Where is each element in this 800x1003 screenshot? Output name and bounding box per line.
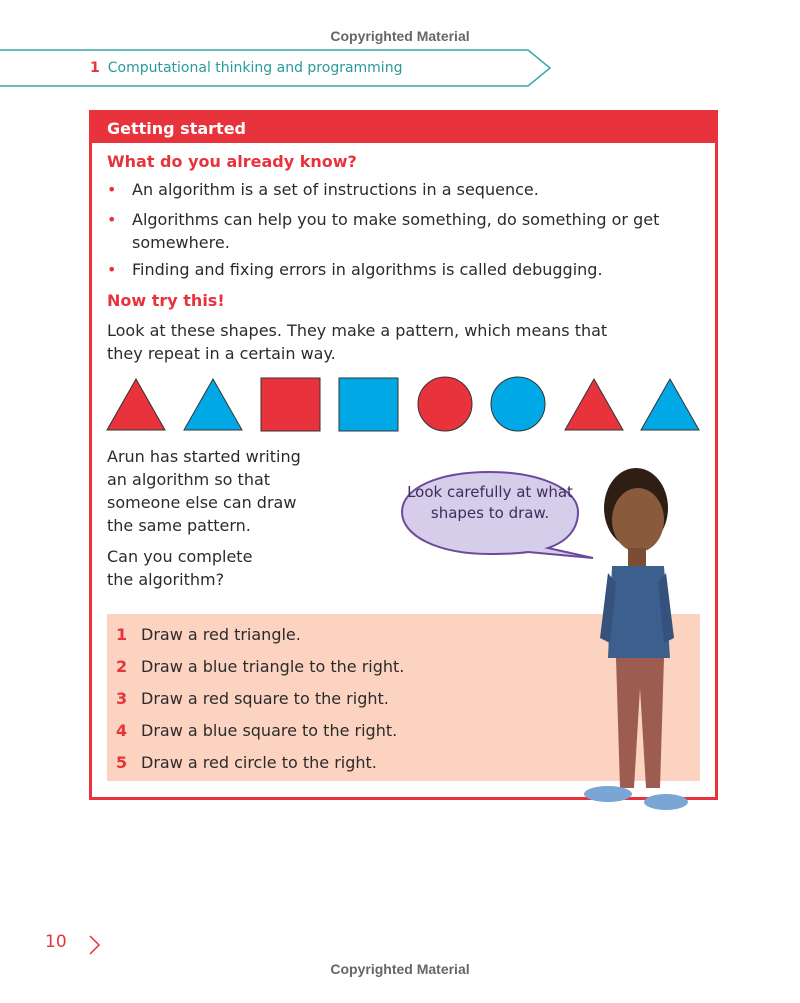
watermark-bottom: Copyrighted Material: [330, 961, 470, 977]
step-item: 2 Draw a blue triangle to the right.: [116, 657, 405, 676]
boy-illustration: [578, 458, 693, 818]
step-item: 5 Draw a red circle to the right.: [116, 753, 377, 772]
blue-triangle-shape: [184, 379, 242, 430]
blue-circle-shape: [491, 377, 545, 431]
chapter-name: Computational thinking and programming: [107, 60, 403, 76]
red-triangle-shape: [107, 379, 165, 430]
red-square-shape: [261, 378, 320, 431]
bullet-item: • An algorithm is a set of instructions in a sequence.: [107, 180, 539, 199]
shape-pattern: [100, 372, 710, 438]
page-number: 10: [45, 932, 67, 952]
speech-text: Look carefully at what shapes to draw.: [407, 483, 573, 522]
arun-text: Arun has started writing an algorithm so that someone else can draw the same pattern.: [107, 447, 301, 535]
step-item: 4 Draw a blue square to the right.: [116, 721, 398, 740]
watermark-top: Copyrighted Material: [330, 28, 470, 44]
red-circle-shape: [418, 377, 472, 431]
chevron-right-icon: [88, 934, 102, 956]
chapter-number: 1: [90, 60, 100, 76]
know-heading: What do you already know?: [107, 152, 357, 171]
blue-triangle-shape: [641, 379, 699, 430]
bullet-item: • Algorithms can help you to make something, do something or get somewhere.: [107, 210, 660, 252]
try-heading: Now try this!: [107, 291, 225, 310]
step-item: 1 Draw a red triangle.: [116, 625, 301, 644]
chapter-title: [90, 60, 402, 76]
intro-text: Look at these shapes. They make a pattern, which means that they repeat in a certain way.: [107, 321, 608, 363]
blue-square-shape: [339, 378, 398, 431]
step-item: 3 Draw a red square to the right.: [116, 689, 389, 708]
box-title: Getting started: [89, 110, 718, 143]
bullet-item: • Finding and fixing errors in algorithms is called debugging.: [107, 260, 603, 279]
red-triangle-shape: [565, 379, 623, 430]
question-text: Can you complete the algorithm?: [107, 547, 253, 589]
